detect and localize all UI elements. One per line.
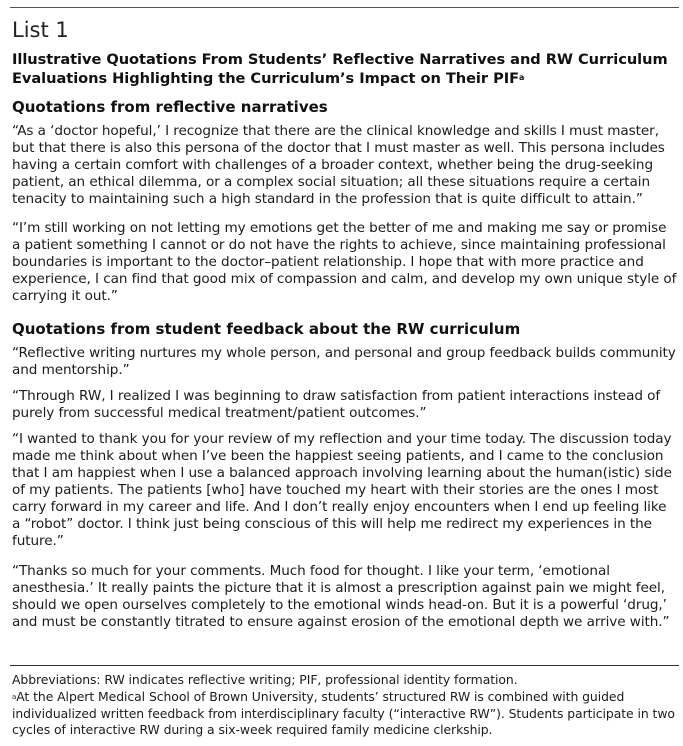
- quote-feedback-3: “I wanted to thank you for your review of my reflection and your time today. The discussion today made me think about when I’ve been the happiest seeing patients, and I came to the conclusion that I am happiest when I use a balanced approach involving learning about the human(istic) side of my patients. The patients [who] have touched my heart with their stories are the ones I most carry forward in my career and life. And I don’t really enjoy encounters when I end up feeling like a “robot” doctor. I think just being conscious of this will help me redirect my experiences in the future.”: [12, 431, 672, 549]
- quote-feedback-2: “Through RW, I realized I was beginning to draw satisfaction from patient interactions instead of purely from successful medical treatment/patient outcomes.”: [12, 388, 661, 421]
- title-footnote-marker: a: [519, 73, 525, 82]
- list-label: List 1: [12, 18, 69, 42]
- box-title-text: Illustrative Quotations From Students’ Reflective Narratives and RW Curriculum Evaluations Highlighting the Curriculum’s Impact on Their PIF: [12, 51, 668, 87]
- institution-footnote-text: At the Alpert Medical School of Brown University, students’ structured RW is combined with guided individualized written feedback from interdisciplinary faculty (“interactive RW”). Students participate in two cycles of interactive RW during a six-week required family medicine clerkship.: [12, 689, 675, 737]
- abbreviations-footnote: Abbreviations: RW indicates reflective writing; PIF, professional identity formation.: [12, 672, 518, 687]
- quote-narrative-2: “I’m still working on not letting my emotions get the better of me and making me say or promise a patient something I cannot or do not have the rights to achieve, since maintaining professional boundaries is important to the doctor–patient relationship. I hope that with more practice and experience, I can find that good mix of compassion and calm, and develop my own unique style of carrying it out.”: [12, 220, 677, 304]
- institution-footnote: [12, 689, 678, 739]
- quote-feedback-4: “Thanks so much for your comments. Much food for thought. I like your term, ‘emotional anesthesia.’ It really paints the picture that it is almost a prescription against pain we might feel, should we open ourselves completely to the emotional winds head-on. But it is a powerful ‘drug,’ and must be constantly titrated to ensure against erosion of the emotional depth we arrive with.”: [12, 563, 670, 630]
- top-rule: [10, 7, 679, 8]
- institution-footnote-marker: a: [12, 693, 17, 701]
- section-heading-narratives: Quotations from reflective narratives: [12, 98, 328, 116]
- section-heading-feedback: Quotations from student feedback about the RW curriculum: [12, 320, 521, 338]
- box-title: [12, 50, 680, 88]
- quote-feedback-1: “Reflective writing nurtures my whole person, and personal and group feedback builds community and mentorship.”: [12, 345, 676, 378]
- bottom-rule: [10, 665, 679, 666]
- quote-narrative-1: “As a ‘doctor hopeful,’ I recognize that there are the clinical knowledge and skills I must master, but that there is also this persona of the doctor that I must master as well. This persona includes having a certain comfort with challenges of a broader context, whether being the drug-seeking patient, an ethical dilemma, or a complex social situation; all these situations require a certain tenacity to maintaining such a high standard in the profession that is quite difficult to attain.”: [12, 123, 665, 207]
